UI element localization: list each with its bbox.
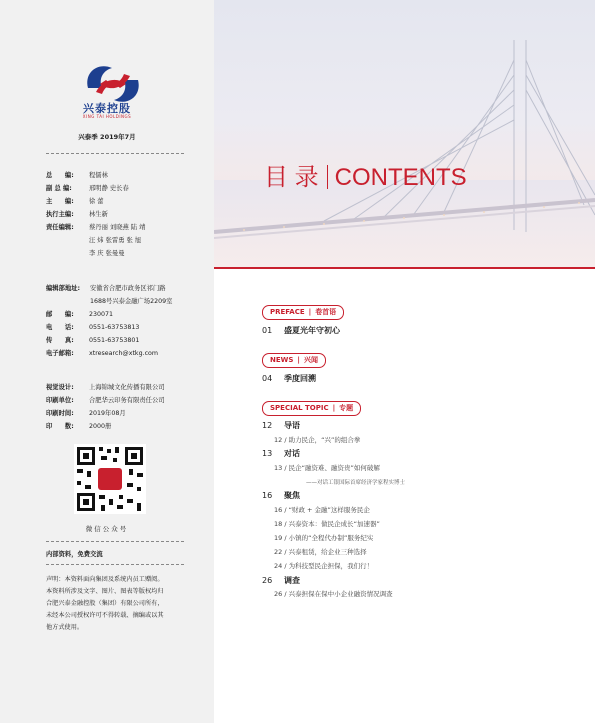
contact-list <box>46 282 172 360</box>
section-tag-special-topic: SPECIAL TOPIC | 专题 <box>262 401 361 416</box>
toc-entry[interactable]: 16 聚焦 <box>262 491 300 500</box>
brand-name-en: XING TAI HOLDINGS <box>82 114 132 119</box>
contact-row: 传 真: 0551-63753801 <box>46 337 140 344</box>
contact-row: 电子邮箱: xtresearch@xtkg.com <box>46 350 159 357</box>
issue-date: 兴泰季 2019年7月 <box>78 133 136 141</box>
toc-sub-entry[interactable]: 16 / “财政 + 金融”这样服务民企 <box>274 506 370 514</box>
header-rule <box>214 267 595 269</box>
contact-row: 1688号兴泰金融广场2209室 <box>90 298 173 305</box>
toc-entry[interactable]: 13 对话 <box>262 449 300 458</box>
editorial-row: 责任编辑: 蔡丹丽 刘晓燕 陆 靖 <box>46 224 146 231</box>
editorial-row: 执行主编: 林生新 <box>46 211 108 218</box>
toc-sub-caption: ——对话工银国际首席经济学家程实博士 <box>306 480 406 486</box>
print-row: 印刷时间: 2019年08月 <box>46 410 126 417</box>
qr-caption: 微信公众号 <box>85 525 129 533</box>
toc-entry[interactable]: 01 盛夏光年守初心 <box>262 326 340 335</box>
editorial-row: 总 编: 程儒林 <box>46 172 108 179</box>
brand-name: 兴泰控股 <box>83 102 131 115</box>
toc-entry[interactable]: 26 调查 <box>262 576 300 585</box>
contact-row: 编辑部地址: 安徽省合肥市政务区祁门路 <box>46 285 166 292</box>
notes-title: 内部资料，免费交流 <box>46 551 103 558</box>
print-row: 视觉设计: 上海锦城文化传播有限公司 <box>46 384 165 391</box>
divider <box>46 564 184 565</box>
editorial-row: 李 庆 张曼曼 <box>89 250 125 257</box>
toc-sub-entry[interactable]: 22 / 兴泰租赁，给企业三种选择 <box>274 548 367 556</box>
masthead-column <box>0 0 214 723</box>
section-tag-preface: PREFACE | 卷首语 <box>262 305 344 320</box>
editorial-list <box>46 169 145 260</box>
disclaimer: 声明：本资料面向集团及系统内员工赠阅。 本资料所涉及文字、图片、图表等版权均归 合肥兴泰金融控股（集团）有限公司所有， 未经本公司授权许可不得转载、摘编或以其 他方式使用。 <box>46 576 164 631</box>
toc-sub-entry[interactable]: 19 / 小镇的“全程代办制”服务纪实 <box>274 534 374 542</box>
toc-sub-entry[interactable]: 26 / 兴泰担保在保中小企业融资情况调查 <box>274 590 393 598</box>
print-row: 印刷单位: 合肥华云印务有限责任公司 <box>46 397 165 404</box>
bridge-cover-image <box>214 0 595 267</box>
toc-entry[interactable]: 12 导语 <box>262 421 300 430</box>
contents-heading-cn: 目 录 <box>264 164 319 191</box>
toc-sub-entry[interactable]: 12 / 助力民企，“兴”的组合拳 <box>274 436 361 444</box>
contents-heading-en: CONTENTS <box>334 164 467 191</box>
divider <box>46 541 184 542</box>
section-tag-news: NEWS | 兴闻 <box>262 353 326 368</box>
divider <box>46 153 184 154</box>
editorial-row: 主 编: 徐 蕾 <box>46 198 104 205</box>
editorial-row: 汪 炜 张雷勇 张 旭 <box>89 237 142 244</box>
toc-sub-entry[interactable]: 18 / 兴泰资本：做民企成长“加速器” <box>274 520 380 528</box>
editorial-row: 副 总 编: 邢明静 史长春 <box>46 185 129 192</box>
qr-code-icon <box>74 444 146 514</box>
print-info-list <box>46 381 165 433</box>
toc-entry[interactable]: 04 季度回溯 <box>262 374 316 383</box>
toc-sub-entry[interactable]: 24 / 为科技型民企担保，我们行！ <box>274 562 374 570</box>
contact-row: 邮 编: 230071 <box>46 311 114 318</box>
bridge-illustration-icon <box>214 0 595 267</box>
toc-sub-entry[interactable]: 13 / 民企“融资难、融资贵”如何破解 <box>274 464 380 472</box>
contact-row: 电 话: 0551-63753813 <box>46 324 140 331</box>
print-row: 印 数: 2000册 <box>46 423 112 430</box>
contents-heading <box>264 157 467 192</box>
